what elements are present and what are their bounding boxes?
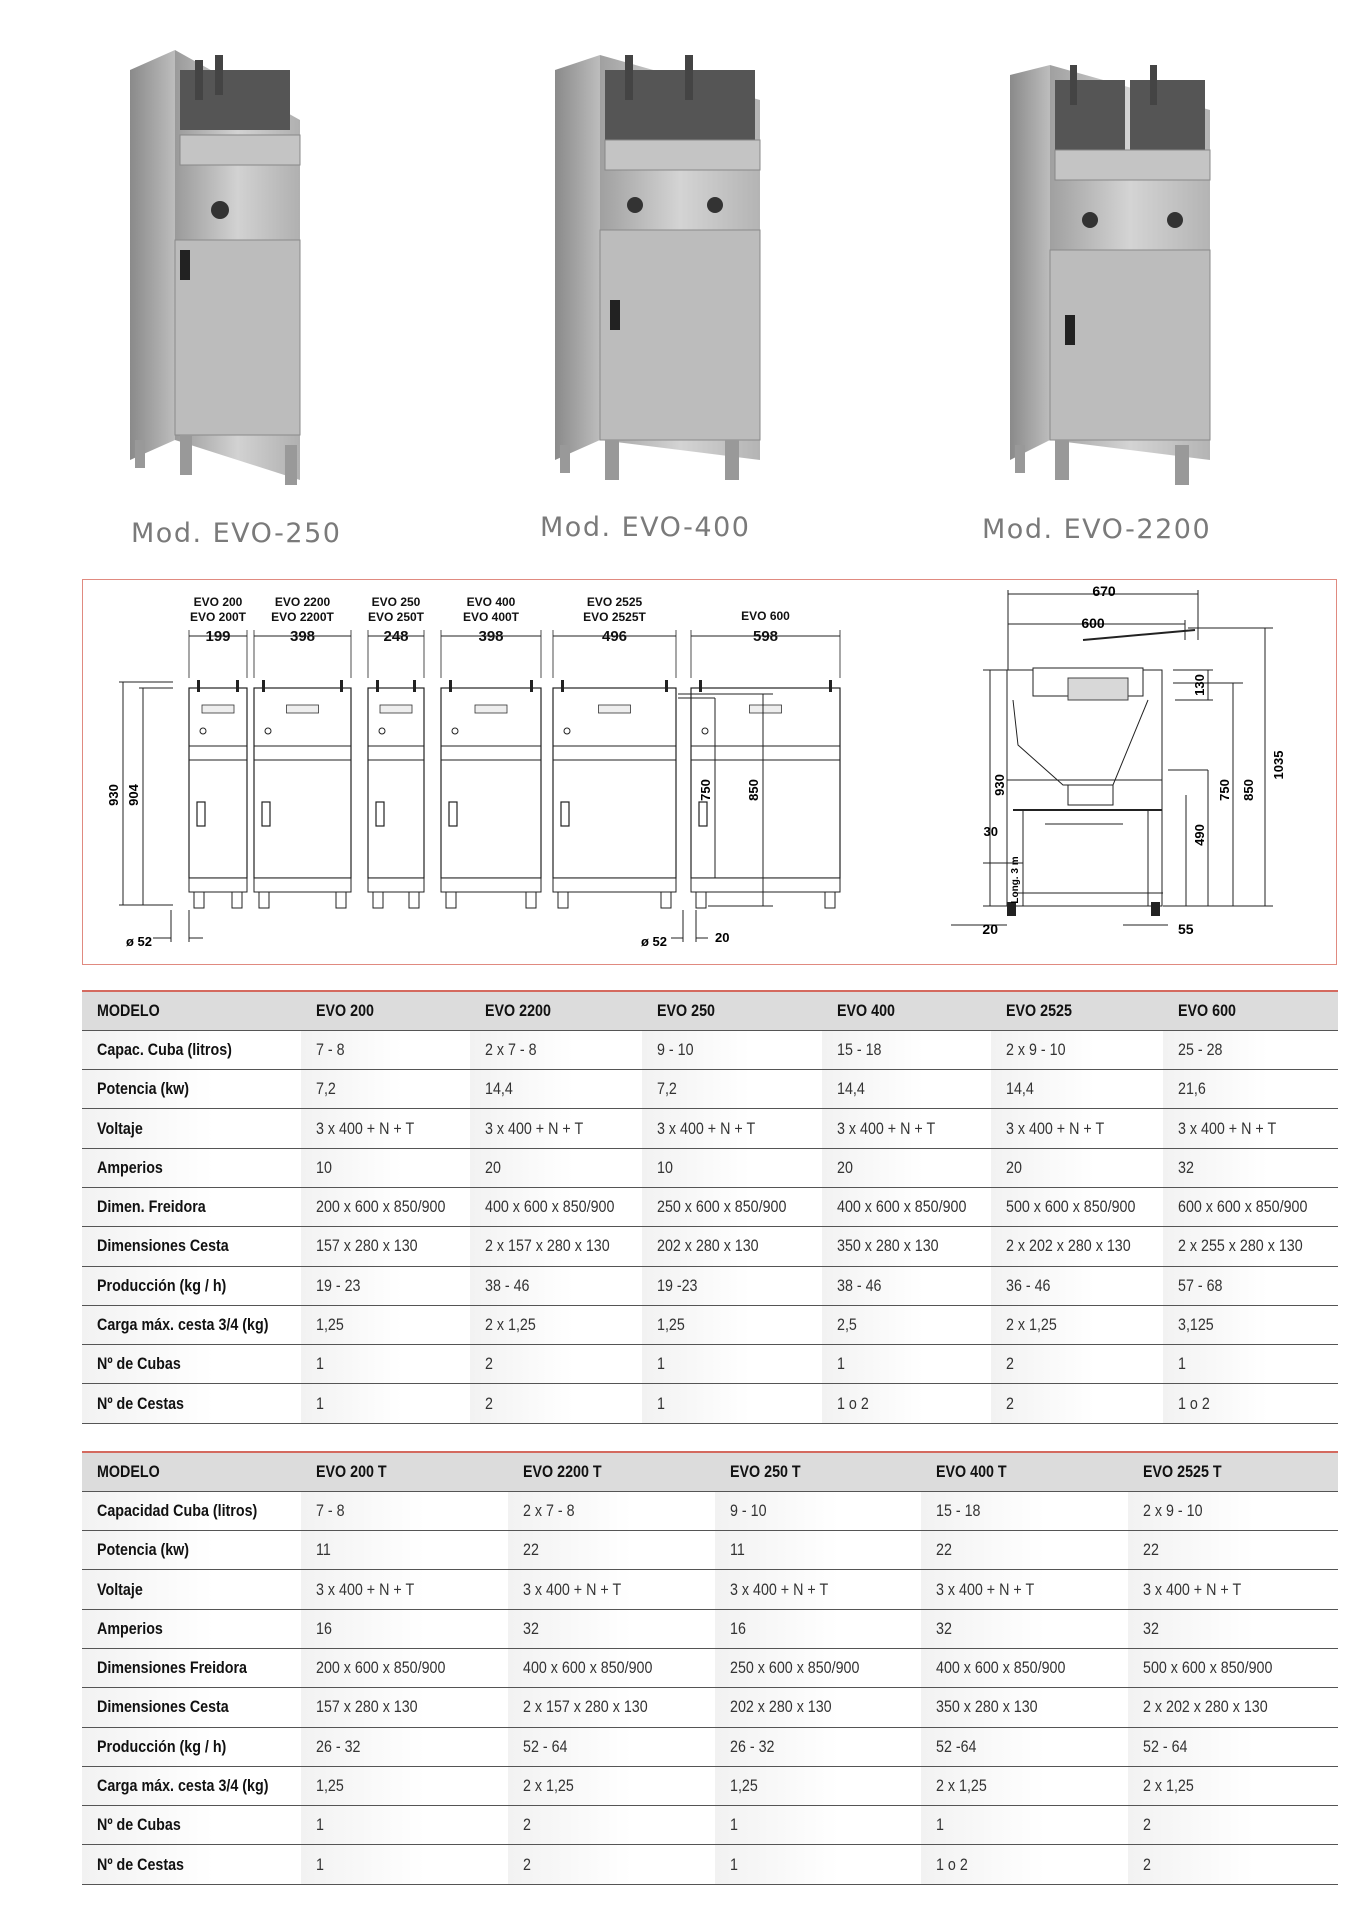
table-cell: 2 x 9 - 10: [1128, 1491, 1338, 1530]
table-cell: 26 - 32: [715, 1727, 922, 1766]
table-cell: 52 - 64: [508, 1727, 715, 1766]
table-cell: 2: [991, 1345, 1163, 1384]
unit-model-name-5-0: EVO 600: [741, 609, 790, 623]
header-model: EVO 600: [1163, 991, 1338, 1030]
unit-body-1: [254, 688, 351, 878]
table-cell: 38 - 46: [822, 1266, 992, 1305]
table-cell: 19 - 23: [301, 1266, 470, 1305]
unit-basket-handle-r-4: [665, 680, 668, 692]
table-cell: 3 x 400 + N + T: [642, 1109, 821, 1148]
table-row: [82, 1187, 1338, 1226]
header-model: EVO 200: [301, 991, 470, 1030]
table-cell: 9 - 10: [715, 1491, 922, 1530]
dim-foot-left: ø 52: [126, 934, 153, 949]
unit-width-label-3: 398: [478, 628, 504, 645]
unit-basket-handle-l-2: [376, 680, 379, 692]
table-cell: 1: [715, 1845, 922, 1884]
header-model: EVO 2525 T: [1128, 1452, 1338, 1491]
table-cell: 14,4: [822, 1070, 992, 1109]
unit-width-label-5: 598: [752, 628, 779, 645]
row-label: Producción (kg / h): [82, 1727, 301, 1766]
table-cell: 1: [642, 1384, 821, 1423]
dim-850-side: 850: [1241, 779, 1256, 801]
table-row: [82, 1148, 1338, 1187]
table-cell: 3 x 400 + N + T: [508, 1570, 715, 1609]
unit-basket-handle-r-2: [413, 680, 416, 692]
table-cell: 350 x 280 x 130: [921, 1688, 1128, 1727]
row-label: Potencia (kw): [82, 1070, 301, 1109]
header-model: EVO 250: [642, 991, 821, 1030]
table-row: [82, 1070, 1338, 1109]
unit-logo-plate-2: [380, 705, 412, 713]
table-cell: 26 - 32: [301, 1727, 508, 1766]
table-cell: 1: [301, 1845, 508, 1884]
dim-1035: 1035: [1271, 750, 1286, 780]
row-label: Nº de Cubas: [82, 1345, 301, 1384]
unit-model-name-4-1: EVO 2525T: [583, 610, 646, 624]
unit-basket-handle-l-3: [449, 680, 452, 692]
unit-body-0: [189, 688, 247, 878]
header-model: EVO 250 T: [715, 1452, 922, 1491]
unit-width-label-0: 199: [205, 628, 231, 645]
table-cell: 1 o 2: [822, 1384, 992, 1423]
table-row: [82, 1030, 1338, 1069]
table-cell: 7,2: [301, 1070, 470, 1109]
table-row: [82, 1227, 1338, 1266]
table-header-row: [82, 1452, 1338, 1491]
table-cell: 250 x 600 x 850/900: [715, 1648, 922, 1687]
unit-base-5: [691, 878, 840, 892]
table-cell: 20: [991, 1148, 1163, 1187]
unit-base-1: [254, 878, 351, 892]
dim-750-front: 750: [698, 779, 713, 801]
unit-foot-right-4: [661, 892, 671, 908]
table-cell: 2 x 157 x 280 x 130: [470, 1227, 642, 1266]
unit-base-0: [189, 878, 247, 892]
table-cell: 2,5: [822, 1305, 992, 1344]
table-cell: 1: [642, 1345, 821, 1384]
table-cell: 3 x 400 + N + T: [470, 1109, 642, 1148]
unit-foot-right-1: [336, 892, 346, 908]
table-cell: 400 x 600 x 850/900: [822, 1187, 992, 1226]
unit-model-name-4-0: EVO 2525: [586, 595, 643, 609]
row-label: Dimensiones Cesta: [82, 1227, 301, 1266]
unit-basket-handle-r-3: [530, 680, 533, 692]
table-cell: 1,25: [301, 1766, 508, 1805]
table-row: [82, 1688, 1338, 1727]
table-cell: 1,25: [715, 1766, 922, 1805]
table-cell: 400 x 600 x 850/900: [470, 1187, 642, 1226]
table-cell: 15 - 18: [921, 1491, 1128, 1530]
unit-foot-right-0: [232, 892, 242, 908]
dim-490: 490: [1192, 824, 1207, 846]
table-row: [82, 1305, 1338, 1344]
table-cell: 52 - 64: [1128, 1727, 1338, 1766]
table-cell: 1: [921, 1806, 1128, 1845]
table-cell: 2: [470, 1384, 642, 1423]
table-cell: 20: [822, 1148, 992, 1187]
unit-basket-handle-r-0: [236, 680, 239, 692]
table-cell: 52 -64: [921, 1727, 1128, 1766]
table-row: [82, 1384, 1338, 1423]
table-cell: 57 - 68: [1163, 1266, 1338, 1305]
table-cell: 2 x 157 x 280 x 130: [508, 1688, 715, 1727]
table-cell: 3 x 400 + N + T: [921, 1570, 1128, 1609]
table-cell: 2 x 1,25: [508, 1766, 715, 1805]
table-cell: 38 - 46: [470, 1266, 642, 1305]
dim-20-side: 20: [982, 921, 998, 937]
unit-model-name-0-1: EVO 200T: [189, 610, 247, 624]
unit-foot-right-5: [825, 892, 835, 908]
unit-foot-left-3: [446, 892, 456, 908]
table-cell: 1: [301, 1806, 508, 1845]
table-cell: 1,25: [301, 1305, 470, 1344]
header-model: EVO 400 T: [921, 1452, 1128, 1491]
header-model: EVO 2525: [991, 991, 1163, 1030]
table-cell: 14,4: [470, 1070, 642, 1109]
table-row: [82, 1266, 1338, 1305]
unit-base-4: [553, 878, 676, 892]
table-cell: 400 x 600 x 850/900: [921, 1648, 1128, 1687]
table-cell: 2: [991, 1384, 1163, 1423]
table-cell: 1: [1163, 1345, 1338, 1384]
unit-width-label-1: 398: [289, 628, 316, 645]
table-cell: 16: [715, 1609, 922, 1648]
table-cell: 9 - 10: [642, 1030, 821, 1069]
table-cell: 2 x 1,25: [921, 1766, 1128, 1805]
unit-foot-left-0: [194, 892, 204, 908]
table-cell: 202 x 280 x 130: [715, 1688, 922, 1727]
unit-model-name-2-0: EVO 250: [371, 595, 421, 609]
unit-logo-plate-0: [202, 705, 234, 713]
unit-basket-handle-r-1: [340, 680, 343, 692]
spec-table-t-models: [82, 1451, 1338, 1885]
table-cell: 202 x 280 x 130: [642, 1227, 821, 1266]
dim-600: 600: [1081, 615, 1105, 631]
table-row: [82, 1845, 1338, 1884]
unit-body-5: [691, 688, 840, 878]
table-cell: 16: [301, 1609, 508, 1648]
product-image-evo-2200: [1000, 50, 1230, 500]
unit-basket-handle-l-5: [699, 680, 702, 692]
table-cell: 2: [1128, 1845, 1338, 1884]
table-cell: 32: [508, 1609, 715, 1648]
table-cell: 22: [921, 1531, 1128, 1570]
table-row: [82, 1570, 1338, 1609]
table-cell: 2 x 9 - 10: [991, 1030, 1163, 1069]
table-cell: 3 x 400 + N + T: [822, 1109, 992, 1148]
unit-model-name-0-0: EVO 200: [193, 595, 243, 609]
table-row: [82, 1109, 1338, 1148]
dim-930-front: 930: [106, 784, 121, 806]
unit-width-label-4: 496: [601, 628, 628, 645]
unit-body-4: [553, 688, 676, 878]
row-label: Carga máx. cesta 3/4 (kg): [82, 1305, 301, 1344]
table-cell: 3,125: [1163, 1305, 1338, 1344]
table-cell: 157 x 280 x 130: [301, 1227, 470, 1266]
header-modelo: MODELO: [82, 1452, 301, 1491]
table-row: [82, 1345, 1338, 1384]
dim-904-front: 904: [126, 784, 141, 806]
table-cell: 500 x 600 x 850/900: [1128, 1648, 1338, 1687]
table-cell: 2 x 202 x 280 x 130: [1128, 1688, 1338, 1727]
unit-model-name-1-1: EVO 2200T: [271, 610, 334, 624]
table-cell: 7 - 8: [301, 1030, 470, 1069]
table-cell: 200 x 600 x 850/900: [301, 1187, 470, 1226]
table-row: [82, 1531, 1338, 1570]
table-cell: 1 o 2: [921, 1845, 1128, 1884]
table-cell: 157 x 280 x 130: [301, 1688, 508, 1727]
table-cell: 2: [1128, 1806, 1338, 1845]
unit-basket-handle-l-0: [197, 680, 200, 692]
table-cell: 3 x 400 + N + T: [715, 1570, 922, 1609]
table-cell: 2: [470, 1345, 642, 1384]
table-cell: 22: [1128, 1531, 1338, 1570]
table-cell: 32: [921, 1609, 1128, 1648]
unit-base-2: [368, 878, 424, 892]
unit-model-name-2-1: EVO 250T: [367, 610, 425, 624]
table-cell: 500 x 600 x 850/900: [991, 1187, 1163, 1226]
table-cell: 14,4: [991, 1070, 1163, 1109]
unit-logo-plate-4: [599, 705, 631, 713]
table-cell: 400 x 600 x 850/900: [508, 1648, 715, 1687]
dim-foot-mid: ø 52: [641, 934, 668, 949]
row-label: Carga máx. cesta 3/4 (kg): [82, 1766, 301, 1805]
table-cell: 2 x 7 - 8: [508, 1491, 715, 1530]
table-cell: 3 x 400 + N + T: [1163, 1109, 1338, 1148]
dim-foot-right: 20: [715, 930, 730, 945]
unit-foot-left-2: [373, 892, 383, 908]
table-cell: 2 x 7 - 8: [470, 1030, 642, 1069]
unit-basket-handle-l-4: [561, 680, 564, 692]
dimension-diagram: [82, 579, 1337, 965]
unit-foot-right-3: [526, 892, 536, 908]
unit-foot-left-5: [696, 892, 706, 908]
row-label: Capac. Cuba (litros): [82, 1030, 301, 1069]
row-label: Producción (kg / h): [82, 1266, 301, 1305]
table-cell: 3 x 400 + N + T: [1128, 1570, 1338, 1609]
row-label: Amperios: [82, 1609, 301, 1648]
dim-130: 130: [1192, 674, 1207, 696]
dim-55: 55: [1178, 921, 1194, 937]
row-label: Capacidad Cuba (litros): [82, 1491, 301, 1530]
product-image-evo-400: [540, 40, 780, 490]
row-label: Nº de Cestas: [82, 1384, 301, 1423]
header-modelo: MODELO: [82, 991, 301, 1030]
unit-foot-right-2: [409, 892, 419, 908]
table-cell: 2 x 1,25: [991, 1305, 1163, 1344]
table-cell: 1: [301, 1384, 470, 1423]
header-model: EVO 2200: [470, 991, 642, 1030]
product-caption-2: Mod. EVO-400: [540, 512, 751, 543]
table-cell: 2 x 1,25: [1128, 1766, 1338, 1805]
table-cell: 22: [508, 1531, 715, 1570]
table-row: [82, 1491, 1338, 1530]
table-cell: 11: [715, 1531, 922, 1570]
table-cell: 2 x 1,25: [470, 1305, 642, 1344]
unit-foot-left-4: [558, 892, 568, 908]
row-label: Nº de Cestas: [82, 1845, 301, 1884]
row-label: Dimen. Freidora: [82, 1187, 301, 1226]
table-cell: 350 x 280 x 130: [822, 1227, 992, 1266]
table-cell: 32: [1128, 1609, 1338, 1648]
dim-670: 670: [1092, 583, 1116, 599]
unit-logo-plate-3: [475, 705, 507, 713]
row-label: Nº de Cubas: [82, 1806, 301, 1845]
dim-850-front: 850: [746, 779, 761, 801]
front-elevation-drawing: [83, 580, 1338, 966]
row-label: Amperios: [82, 1148, 301, 1187]
table-row: [82, 1806, 1338, 1845]
table-cell: 2: [508, 1806, 715, 1845]
spec-table-models: [82, 990, 1338, 1424]
table-cell: 250 x 600 x 850/900: [642, 1187, 821, 1226]
row-label: Voltaje: [82, 1570, 301, 1609]
table-cell: 2 x 202 x 280 x 130: [991, 1227, 1163, 1266]
row-label: Potencia (kw): [82, 1531, 301, 1570]
table-row: [82, 1648, 1338, 1687]
table-row: [82, 1609, 1338, 1648]
table-cell: 2: [508, 1845, 715, 1884]
table-cell: 200 x 600 x 850/900: [301, 1648, 508, 1687]
table-cell: 1 o 2: [1163, 1384, 1338, 1423]
dim-cable-length: Long. 3 m: [1010, 856, 1021, 904]
unit-logo-plate-5: [750, 705, 782, 713]
dim-930-side: 930: [992, 774, 1007, 796]
table-cell: 32: [1163, 1148, 1338, 1187]
table-cell: 36 - 46: [991, 1266, 1163, 1305]
table-cell: 600 x 600 x 850/900: [1163, 1187, 1338, 1226]
row-label: Voltaje: [82, 1109, 301, 1148]
table-cell: 20: [470, 1148, 642, 1187]
product-image-evo-250: [120, 40, 320, 500]
table-row: [82, 1766, 1338, 1805]
header-model: EVO 200 T: [301, 1452, 508, 1491]
table-cell: 1: [715, 1806, 922, 1845]
table-cell: 7 - 8: [301, 1491, 508, 1530]
table-cell: 7,2: [642, 1070, 821, 1109]
table-header-row: [82, 991, 1338, 1030]
table-cell: 11: [301, 1531, 508, 1570]
table-cell: 19 -23: [642, 1266, 821, 1305]
unit-basket-handle-l-1: [262, 680, 265, 692]
table-cell: 1: [301, 1345, 470, 1384]
header-model: EVO 400: [822, 991, 992, 1030]
product-caption-3: Mod. EVO-2200: [982, 514, 1212, 545]
unit-body-3: [441, 688, 541, 878]
dim-30: 30: [983, 824, 998, 839]
table-cell: 2 x 255 x 280 x 130: [1163, 1227, 1338, 1266]
table-cell: 10: [642, 1148, 821, 1187]
dim-750-side: 750: [1217, 779, 1232, 801]
table-cell: 15 - 18: [822, 1030, 992, 1069]
table-cell: 1,25: [642, 1305, 821, 1344]
product-caption-1: Mod. EVO-250: [131, 518, 342, 549]
table-cell: 3 x 400 + N + T: [301, 1109, 470, 1148]
table-cell: 3 x 400 + N + T: [991, 1109, 1163, 1148]
unit-model-name-3-1: EVO 400T: [462, 610, 520, 624]
unit-logo-plate-1: [287, 705, 319, 713]
unit-width-label-2: 248: [383, 628, 409, 645]
unit-body-2: [368, 688, 424, 878]
row-label: Dimensiones Freidora: [82, 1648, 301, 1687]
unit-basket-handle-r-5: [829, 680, 832, 692]
table-cell: 1: [822, 1345, 992, 1384]
table-cell: 10: [301, 1148, 470, 1187]
unit-base-3: [441, 878, 541, 892]
table-cell: 21,6: [1163, 1070, 1338, 1109]
unit-foot-left-1: [259, 892, 269, 908]
header-model: EVO 2200 T: [508, 1452, 715, 1491]
row-label: Dimensiones Cesta: [82, 1688, 301, 1727]
unit-model-name-3-0: EVO 400: [466, 595, 516, 609]
table-cell: 3 x 400 + N + T: [301, 1570, 508, 1609]
unit-model-name-1-0: EVO 2200: [274, 595, 331, 609]
table-row: [82, 1727, 1338, 1766]
table-cell: 25 - 28: [1163, 1030, 1338, 1069]
